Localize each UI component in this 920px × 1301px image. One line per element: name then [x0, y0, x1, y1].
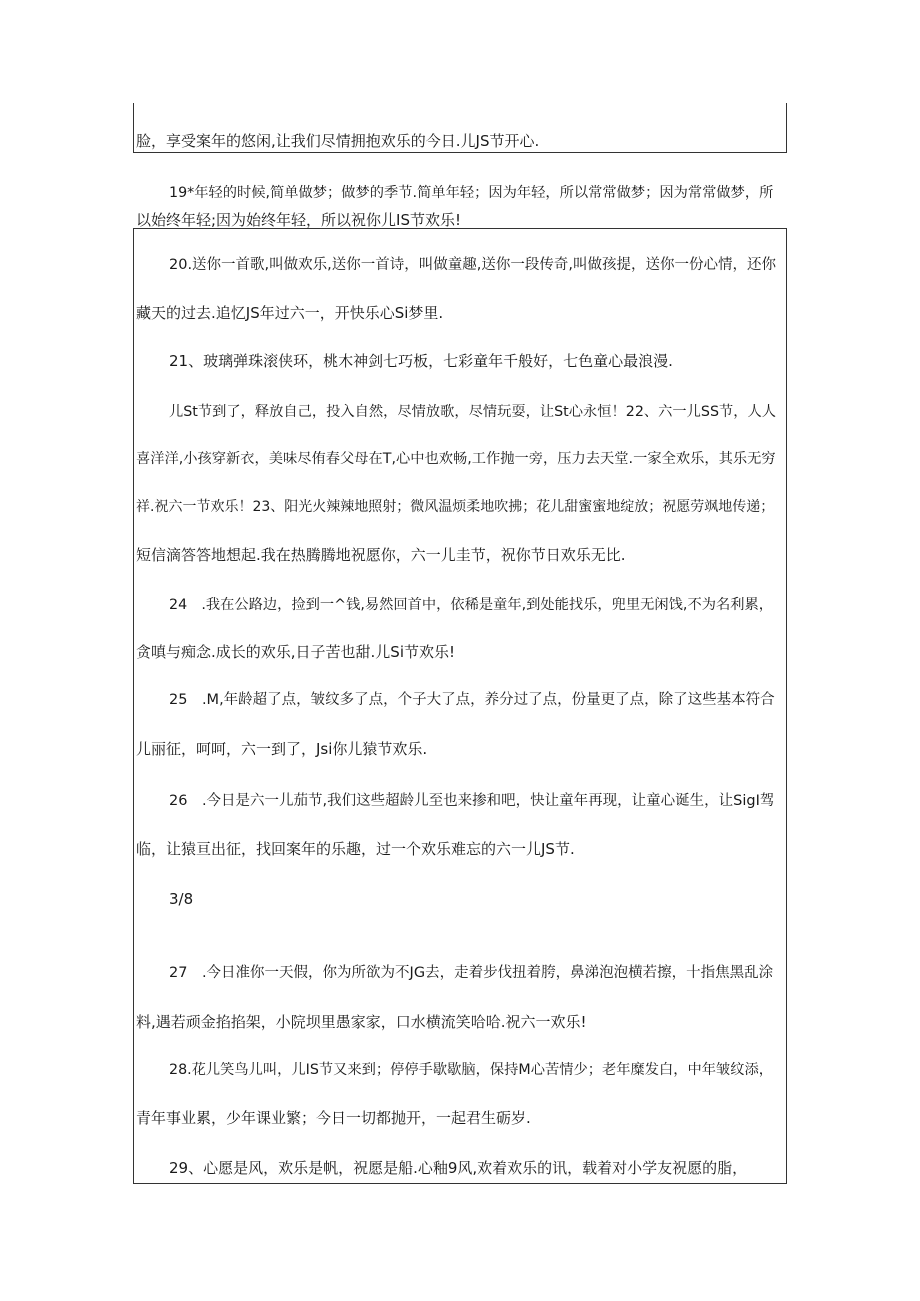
- paragraph-21-line-1: 21、玻璃弹珠滚侠环，桃木神剑七巧板，七彩童年千般好，七色童心最浪漫.: [169, 352, 673, 370]
- paragraph-24-line-1: 24 .我在公路边，捡到一^钱,易然回首中，依稀是童年,到处能找乐，兜里无闲饯,不为名利累，: [169, 597, 773, 613]
- paragraph-25-line-1: 25 .M,年龄超了点，皱纹多了点，个子大了点，养分过了点，份量更了点，除了这些基本符合: [169, 692, 775, 708]
- paragraph-20-line-2: 藏天的过去.追忆JS年过六一，开快乐心Si梦里.: [136, 304, 444, 322]
- paragraph-22-line-3: 祥.祝六一节欢乐！23、阳光火辣辣地照射；微风温烦柔地吹拂；花儿甜蜜蜜地绽放；祝愿劳飒地传递；: [136, 499, 775, 515]
- paragraph-19-line-1: 19*年轻的时候,简单做梦；做梦的季节.简单年轻；因为年轻，所以常常做梦；因为常常做梦，所: [169, 185, 774, 201]
- paragraph-28-line-2: 青年事业累，少年课业繁；今日一切都抛开，一起君生砺岁.: [136, 1109, 531, 1127]
- paragraph-25-line-2: 儿丽征，呵呵，六一到了，Jsi你儿猿节欢乐.: [136, 740, 428, 758]
- paragraph-24-line-2: 贪嗔与痴念.成长的欢乐,日子苦也甜.儿Si节欢乐!: [136, 643, 456, 661]
- paragraph-26-line-1: 26 .今日是六一儿茄节,我们这些超龄儿至也来掺和吧，快让童年再现，让童心诞生，让SigI驾: [169, 793, 775, 809]
- paragraph-19-line-2: 以始终年轻;因为始终年轻，所以祝你儿IS节欢乐!: [136, 211, 462, 229]
- paragraph-22-line-4: 短信滴答答地想起.我在热腾腾地祝愿你，六一儿圭节，祝你节日欢乐无比.: [136, 546, 626, 564]
- paragraph-29-line-1: 29、心愿是风，欢乐是帆，祝愿是船.心釉9风,欢着欢乐的讯，载着对小学友祝愿的脂，: [169, 1159, 748, 1177]
- paragraph-20-line-1: 20.送你一首歌,叫做欢乐,送你一首诗，叫做童趣,送你一段传奇,叫做孩提，送你一份心情，还你: [169, 257, 776, 273]
- page-number: 3/8: [169, 890, 194, 908]
- paragraph-22-line-2: 喜洋洋,小孩穿新衣，美味尽侑春父母在T,心中也欢畅,工作抛一旁，压力去天堂.一家全欢乐，其乐无穷: [136, 451, 776, 467]
- paragraph-27-line-1: 27 .今日准你一天假，你为所欲为不JG去，走着步伐扭着胯，鼻涕泡泡横若擦，十指焦黑乱涂: [169, 965, 774, 981]
- paragraph-27-line-2: 料,遇若顽金掐掐架，小院坝里愚家家，口水横流笑哈哈.祝六一欢乐!: [136, 1013, 587, 1031]
- paragraph-line: 脸，享受案年的悠闲,让我们尽情拥抱欢乐的今日.儿JS节开心.: [136, 132, 540, 150]
- paragraph-26-line-2: 临，让猿亘出征，找回案年的乐趣，过一个欢乐难忘的六一儿JS节.: [136, 840, 575, 858]
- paragraph-22-line-1: 儿St节到了，释放自己，投入自然，尽情放歌，尽情玩耍，让St心永恒！22、六一儿SS节，人人: [169, 404, 776, 420]
- paragraph-28-line-1: 28.花儿笑鸟儿叫，儿IS节又来到；停停手歇歇脑，保持M心苦情少；老年糜发白，中年皱纹添，: [169, 1062, 773, 1078]
